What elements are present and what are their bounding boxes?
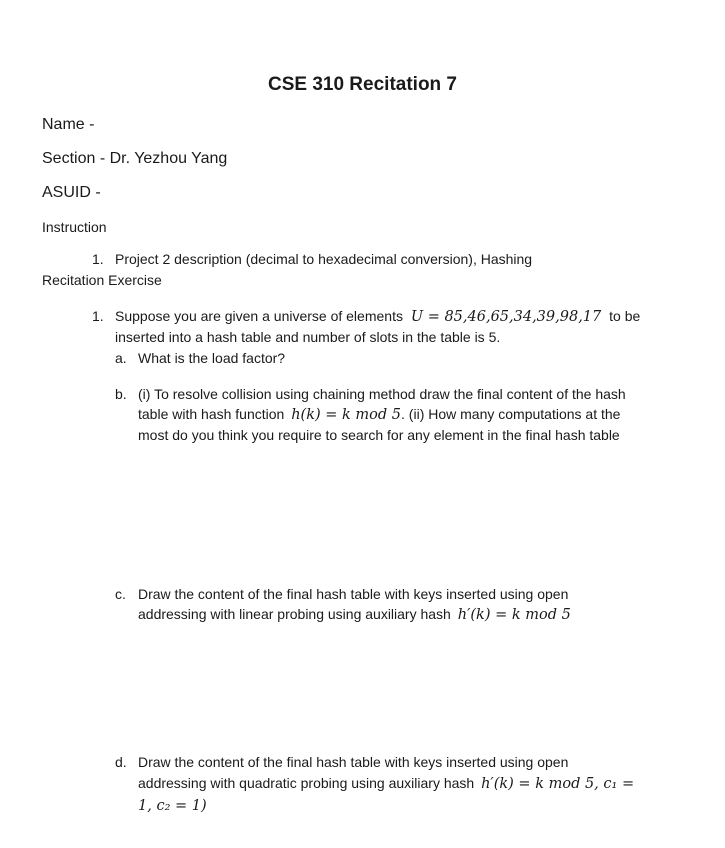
- instruction-item-number: 1.: [92, 251, 104, 267]
- instruction-item-text: Project 2 description (decimal to hexadecimal conversion), Hashing: [115, 251, 533, 267]
- part-d-line-2-text: addressing with quadratic probing using auxiliary hash: [138, 775, 475, 791]
- exercise-heading: Recitation Exercise: [42, 272, 162, 288]
- part-b-line-2-end: . (ii) How many computations at the: [401, 406, 621, 422]
- quadratic-probe-formula: h′(k) = k mod 5, c₁ =: [481, 776, 635, 792]
- part-b-line-1: (i) To resolve collision using chaining method draw the final content of the hash: [138, 386, 626, 402]
- part-b-line-3: most do you think you require to search for any element in the final hash table: [138, 427, 620, 443]
- question-line-1-text: Suppose you are given a universe of elements: [115, 308, 403, 324]
- part-c-line-1: Draw the content of the final hash table with keys inserted using open: [138, 586, 569, 602]
- section-field: Section - Dr. Yezhou Yang: [42, 150, 228, 167]
- page-title: CSE 310 Recitation 7: [267, 74, 458, 95]
- instruction-heading: Instruction: [42, 219, 107, 235]
- question-line-2: inserted into a hash table and number of slots in the table is 5.: [115, 329, 501, 345]
- part-a-label: a.: [115, 350, 127, 366]
- universe-formula: U = 85,46,65,34,39,98,17: [410, 309, 602, 325]
- part-c-line-2: [138, 606, 571, 623]
- part-d-line-3: [138, 797, 207, 814]
- part-b-line-2-text: table with hash function: [138, 406, 285, 422]
- part-b-line-2: [138, 406, 620, 423]
- part-a-text: What is the load factor?: [138, 350, 286, 366]
- part-d-label: d.: [115, 754, 127, 770]
- question-number: 1.: [92, 308, 104, 324]
- name-field: Name -: [42, 116, 95, 133]
- question-line-1: [115, 308, 640, 325]
- linear-probe-formula: h′(k) = k mod 5: [457, 607, 571, 623]
- part-d-line-1: Draw the content of the final hash table with keys inserted using open: [138, 754, 569, 770]
- part-c-line-2-text: addressing with linear probing using auxiliary hash: [138, 606, 451, 622]
- part-c-label: c.: [115, 586, 126, 602]
- quadratic-constants-formula: 1, c₂ = 1): [138, 798, 207, 814]
- part-b-label: b.: [115, 386, 127, 402]
- hash-function-formula: h(k) = k mod 5: [291, 407, 402, 423]
- asuid-field: ASUID -: [42, 184, 101, 201]
- part-d-line-2: [138, 775, 634, 792]
- question-line-1-end: to be: [609, 308, 641, 324]
